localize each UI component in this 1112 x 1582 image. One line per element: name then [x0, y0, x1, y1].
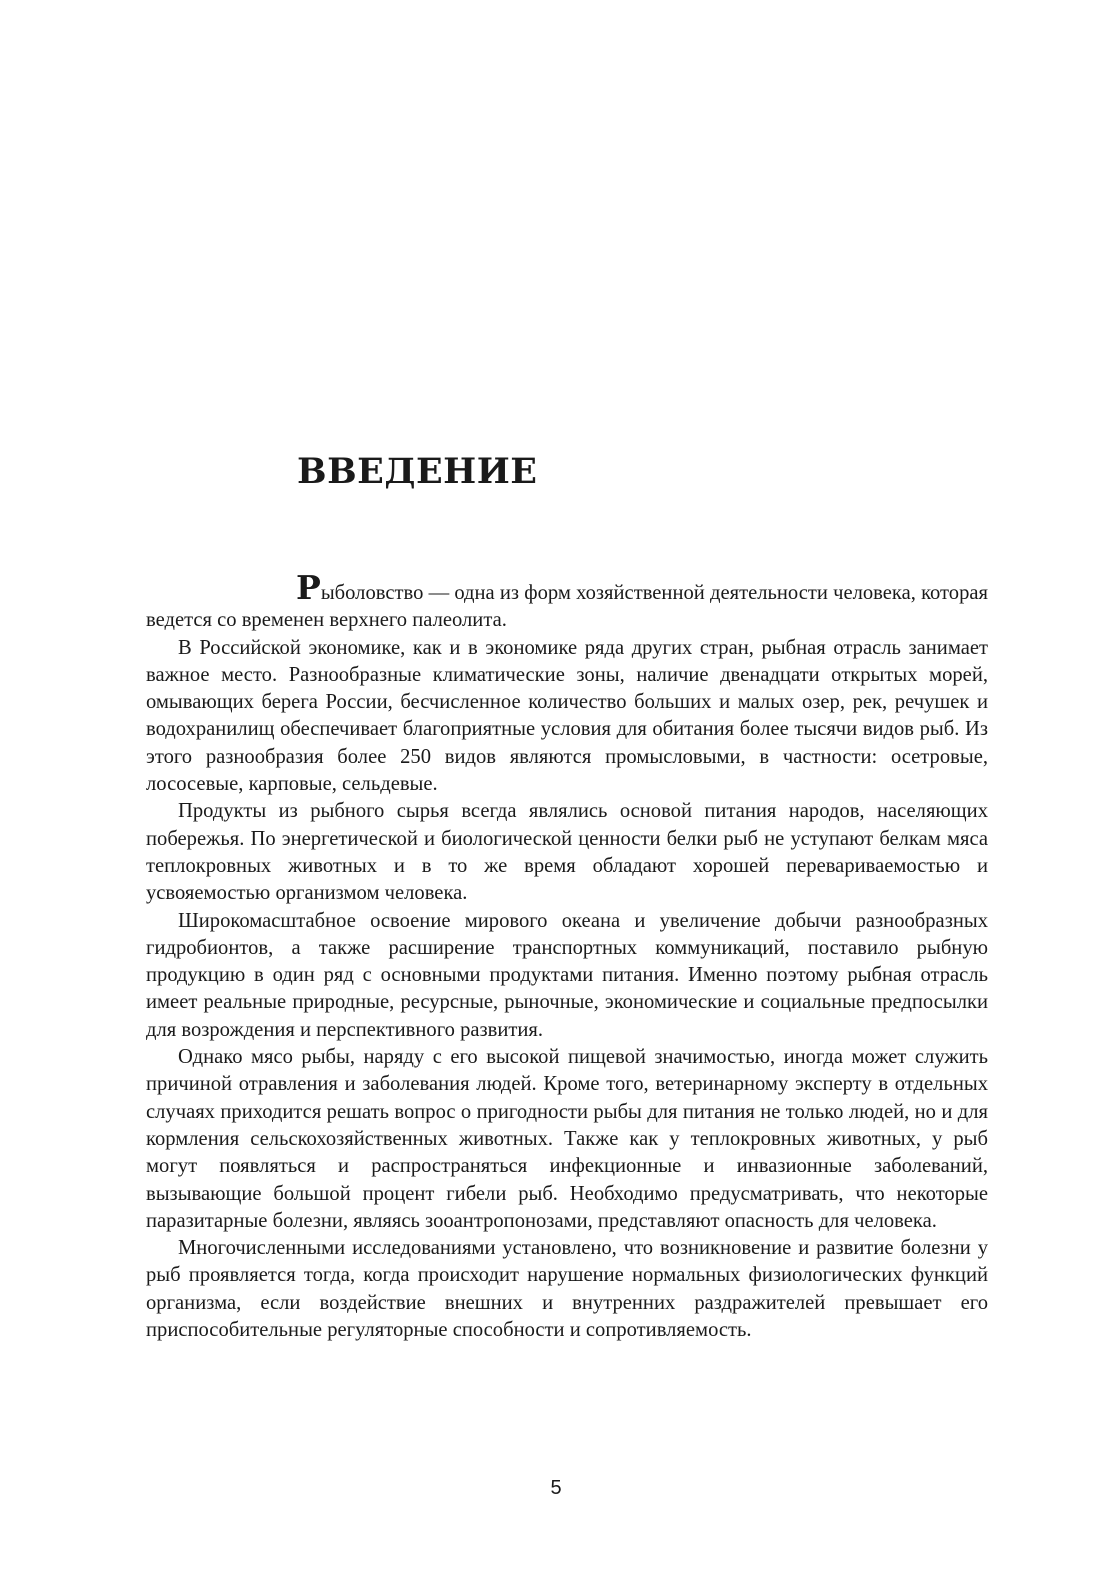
paragraph-4: Широкомасштабное освоение мирового океана и увеличение добычи разнообразных гидробионтов, а также расширение транспортных коммуникаций, поставило рыбную продукцию в один ряд с основными продуктами питания. Именно поэтому рыбная отрасль имеет реальные природные, ресурсные, рыночные, экономические и социальные предпосылки для возрождения и перспективного развития.	[146, 909, 988, 1041]
paragraph-5: Однако мясо рыбы, наряду с его высокой пищевой значимостью, иногда может служить причиной отравления и заболевания людей. Кроме того, ветеринарному эксперту в отдельных случаях приходится решать вопрос о пригодности рыбы для питания не только людей, но и для кормления сельскохозяйственных животных. Также как у теплокровных животных, у рыб могут появляться и распространяться инфекционные и инвазионные заболеваний, вызывающие большой процент гибели рыб. Необходимо предусматривать, что некоторые паразитарные болезни, являясь зооантропонозами, представляют опасность для человека.	[146, 1046, 988, 1232]
page-number: 5	[550, 1477, 562, 1499]
page-title: ВВЕДЕНИЕ	[297, 451, 538, 492]
paragraph-6: Многочисленными исследованиями установлено, что возникновение и развитие болезни у рыб проявляется тогда, когда происходит нарушение нормальных физиологических функций организма, если воздействие внешних и внутренних раздражителей превышает его приспособительные регуляторные способности и сопротивляемость.	[146, 1237, 988, 1342]
drop-cap: Р	[296, 568, 321, 607]
paragraph-2: В Российской экономике, как и в экономике ряда других стран, рыбная отрасль занимает важное место. Разнообразные климатические зоны, наличие двенадцати открытых морей, омывающих берега России, бесчисленное количество больших и малых озер, рек, речушек и водохранилищ обеспечивает благоприятные условия для обитания более тысячи видов рыб. Из этого разнообразия более 250 видов являются промысловыми, в частности: осетровые, лососевые, карповые, сельдевые.	[146, 636, 988, 796]
paragraph-3: Продукты из рыбного сырья всегда являлись основой питания народов, населяющих побережья. По энергетической и биологической ценности белки рыб не уступают белкам мяса теплокровных животных и в то же время обладают хорошей перевариваемостью и усвояемостью организмом человека.	[146, 800, 988, 905]
body-text	[146, 568, 988, 1344]
paragraph-1-text: ыболовство — одна из форм хозяйственной деятельности человека, которая ведется со временен верхнего палеолита.	[146, 582, 988, 632]
paragraph-1	[146, 568, 988, 635]
